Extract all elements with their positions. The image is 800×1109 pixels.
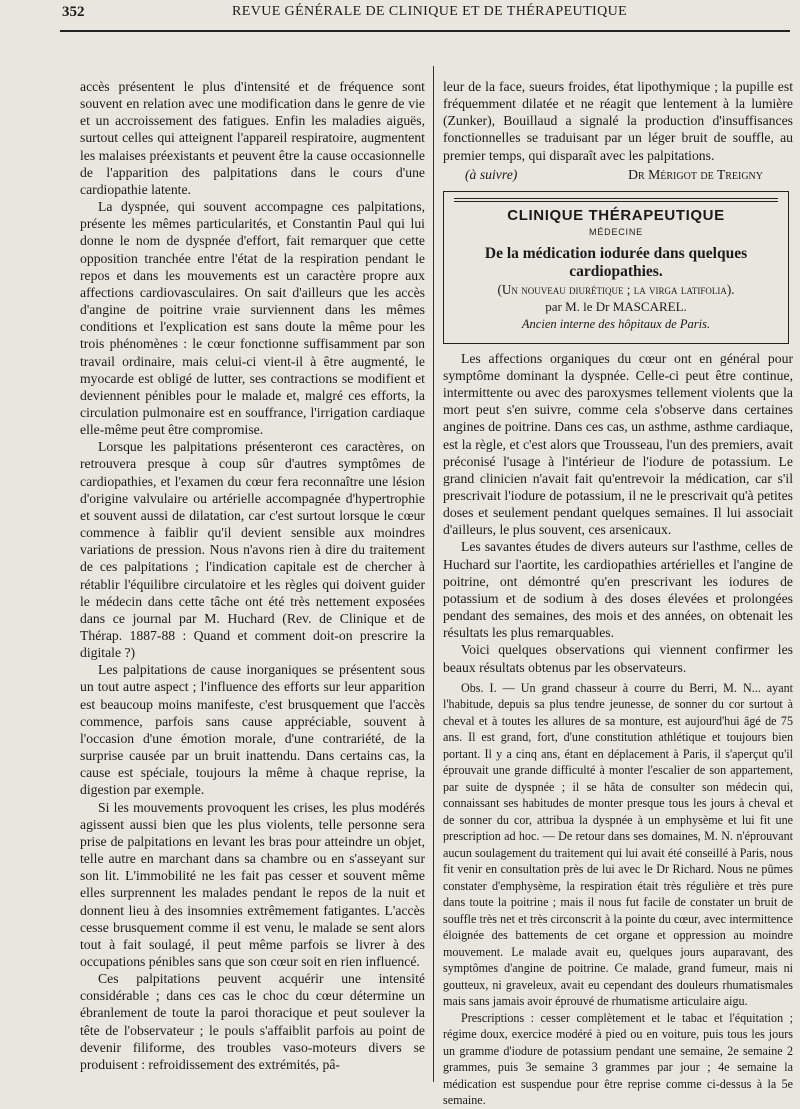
paragraph: Ces palpitations peuvent acquérir une intensité considérable ; dans ces cas le choc du cœur détermine un ébranlement de toute la paroi thoracique et peut soulever la tête de l'observateur ; le pouls s'affaiblit parfois au point de devenir filiforme, des troubles vaso-moteurs divers se produisent : refroidissement des extrémités, pâ- <box>80 971 425 1072</box>
page-number: 352 <box>62 4 85 20</box>
paragraph: Les affections organiques du cœur ont en général pour symptôme dominant la dyspnée. Celle-ci peut être continue, intermittente ou avec des paroxysmes tellement violents que la mort peut s'en suivre, comme cela s'observe dans certaines angines de poitrine. Dans ces cas, un asthme, asthme cardiaque, est la règle, et c'est alors que Trousseau, l'un des premiers, avait préconisé l'usage à l'intérieur de l'iodure de potassium. Le grand clinicien n'avait fait qu'entrevoir la médication, car s'il prescrivait l'iodure de potassium, il ne le prescrivait qu'à petites doses et seulement pendant quelques semaines. Il lui associait d'ailleurs, le plus souvent, ces arsenicaux. <box>443 350 793 538</box>
paragraph: Les palpitations de cause inorganiques se présentent sous un tout autre aspect ; l'influence des efforts sur leur apparition est beaucoup moins manifeste, c'est brusquement que l'accès commence, parfois sans cause appréciable, souvent à l'occasion d'une émotion morale, d'une contrariété, de la surprise causée par un bruit inattendu. Dans certains cas, la cause est spéciale, toujours la même à chaque reprise, la digestion par exemple. <box>80 662 425 798</box>
paragraph: Si les mouvements provoquent les crises, les plus modérés agissent aussi bien que les plus violents, telle personne sera prise de palpitations en levant les bras pour atteindre un objet, telle autre en marchant dans sa chambre ou en s'asseyant sur son lit. L'immobilité ne les fait pas cesser et souvent même elles surprennent les malades pendant le repos de la nuit et donnent lieu à des insomnies extrêmement fatigantes. L'accès cesse brusquement comme il est venu, le malade se sent alors tout à fait soulagé, il peut même parfois se livrer à des occupations pénibles sans que son cœur soit en rien influencé. <box>80 799 425 969</box>
to-be-continued: (à suivre) <box>465 166 518 182</box>
section-subheading: MÉDECINE <box>589 227 643 238</box>
paragraph: La dyspnée, qui souvent accompagne ces palpitations, présente les mêmes particularités, et Constantin Paul qui lui donne le nom de dyspnée d'effort, fait remarquer que cette opposition tranchée entre l'état de la respiration pendant le repos et dans les mouvements est un caractère propre aux affections cardiovasculaires. On sait d'ailleurs que les accès d'angine de poitrine vraie surviennent dans les mêmes conditions et l'explication est sans doute la même pour les trois phénomènes : le cœur fonctionne suffisamment par son travail ordinaire, mais celui-ci vient-il à être augmenté, le myocarde est obligé de lutter, ses contractions se modifient et deviennent pénibles pour le malade et, malgré ces efforts, la circulation pulmonaire est en souffrance, l'irrigation cardiaque elle-même peut être compromise. <box>80 199 425 438</box>
author-signature: Dr Mérigot de Treigny <box>628 166 763 182</box>
author-affiliation: Ancien interne des hôpitaux de Paris. <box>521 316 711 331</box>
left-column <box>80 78 425 1073</box>
paragraph: leur de la face, sueurs froides, état lipothymique ; la pupille est fréquemment dilatée et ne réagit que lentement à la lumière (Zunker), Bouillaud a signalé la production d'insuffisances fonctionnelles se traduisant par un léger bruit de souffle, au premier temps, qui disparaît avec les palpitations. <box>443 79 793 163</box>
page-header <box>0 0 800 32</box>
paragraph: Voici quelques observations qui viennent confirmer les beaux résultats obtenus par les observateurs. <box>443 642 793 675</box>
article-subtitle: (Un nouveau diurétique ; la virga latifolia). <box>497 282 735 298</box>
running-title: REVUE GÉNÉRALE DE CLINIQUE ET DE THÉRAPEUTIQUE <box>232 4 628 19</box>
observation-paragraph: Prescriptions : cesser complètement et le tabac et l'équitation ; régime doux, exercice modéré à pied ou en voiture, puis tous les jours un gramme d'iodure de potassium pendant une semaine, 2e semaine 2 grammes, puis 3e semaine 3 grammes par jour ; 4e semaine la médication est suspendue pour être reprise comme ci-dessus à la 5e semaine. <box>443 1010 793 1108</box>
header-rule <box>60 30 790 32</box>
continuation-line <box>443 166 793 183</box>
article-title: De la médication iodurée dans quelques cardiopathies. <box>484 245 748 281</box>
paragraph: Les savantes études de divers auteurs sur l'asthme, celles de Huchard sur l'aortite, les cardiopathies artérielles et l'angine de poitrine, ont démontré qu'en prescrivant les iodures de potassium et de sodium à des doses élevées et prolongées pendant des semaines, des mois et des années, on obtenait les résultats les plus remarquables. <box>443 539 793 641</box>
column-divider <box>433 66 434 1082</box>
paragraph: accès présentent le plus d'intensité et de fréquence sont souvent en relation avec une modification dans le genre de vie et un accroissement des fatigues. Enfin les maladies aiguës, surtout celles qui atteignent l'appareil respiratoire, augmentent les malaises préexistants et peuvent être la cause occasionnelle de l'apparition des palpitations dans le cours d'une cardiopathie latente. <box>80 79 425 197</box>
right-column <box>443 78 793 1109</box>
paragraph: Lorsque les palpitations présenteront ces caractères, on retrouvera presque à coup sûr d'autres symptômes de cardiopathies, et l'examen du cœur fera reconnaître une lésion d'origine valvulaire ou artérielle accompagnée d'hypertrophie et souvent aussi de dilatation, car c'est surtout lorsque le cœur commence à faiblir qu'il devient sensible aux moindres variations de pression. Nous n'avons rien à dire du traitement de ces palpitations ; l'indication capitale est de chercher à rétablir l'équilibre circulatoire et les règles qui doivent guider le médecin dans cette tâche ont été très nettement exposées dans ce journal par M. Huchard (Rev. de Clinique et de Thérap. 1887-88 : Quand et comment doit-on prescrire la digitale ?) <box>80 439 425 661</box>
section-heading-box <box>443 191 789 344</box>
double-rule <box>454 198 778 202</box>
article-byline: par M. le Dr MASCAREL. <box>545 299 687 315</box>
observation-paragraph: Obs. I. — Un grand chasseur à courre du Berri, M. N... ayant l'habitude, depuis sa plus tendre jeunesse, de sonner du cor surtout à cheval et à toutes les allures de sa monture, est aujourd'hui âgé de 75 ans. Il est grand, fort, d'une constitution athlétique et toujours bien portant. Il y a cinq ans, étant en déplacement à Paris, il s'aperçut qu'il éprouvait une grande difficulté à monter l'escalier de son appartement, par suite de dyspnée ; il se hâta de consulter son médecin qui, connaissant ses habitudes de monter presque tous les jours à cheval et de sonner du cor, attribua la dyspnée à un emphysème et lui fit une prescription ad hoc. — De retour dans ses domaines, M. N. n'éprouvant aucun soulagement du traitement qui lui avait été conseillé à Paris, nous fit venir en consultation près de lui avec le Dr Richard. Nous ne pûmes constater d'emphysème, la respiration était très régulière et très pure dans toute la poitrine ; mais il nous fut facile de constater un bruit de souffle très net et très circonscrit à la pointe du cœur, avec intermittence éloignée des battements de cet organe et oppression au moindre mouvement. Le malade avait eu, quelques jours auparavant, des symptômes d'angine de poitrine. Ce malade, grand fumeur, mais ni goutteux, ni graveleux, avait eu cependant des douleurs rhumatismales mais sans jamais avoir éprouvé de rhumatisme articulaire aigu. <box>443 680 793 1009</box>
section-heading: CLINIQUE THÉRAPEUTIQUE <box>507 206 725 224</box>
